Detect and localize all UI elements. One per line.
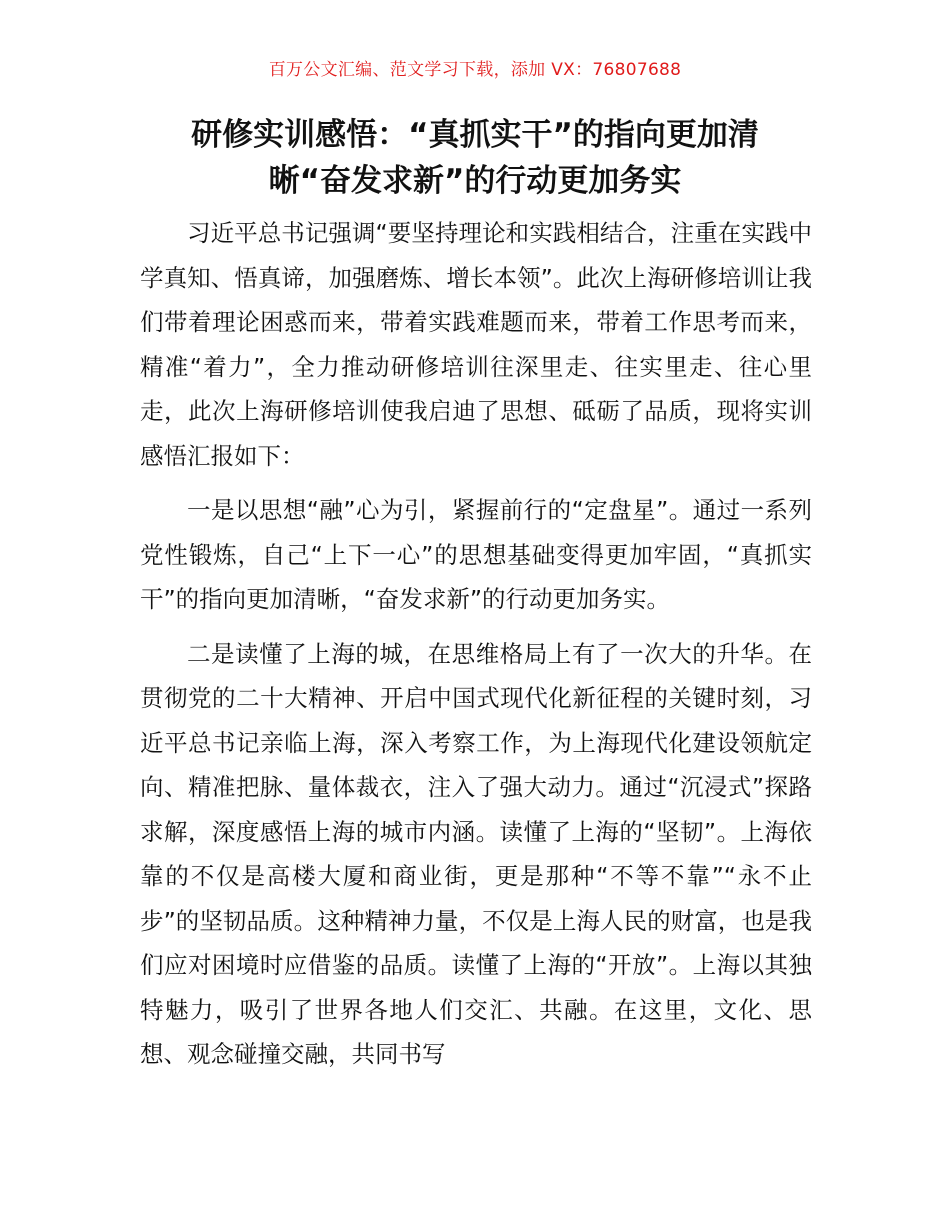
document-title xyxy=(140,112,810,204)
paragraph-point-two: 二是读懂了上海的城，在思维格局上有了一次大的升华。在贯彻党的二十大精神、开启中国式现代化新征程的关键时刻，习近平总书记亲临上海，深入考察工作，为上海现代化建设领航定向、精准把脉、量体裁衣，注入了强大动力。通过“沉浸式”探路求解，深度感悟上海的城市内涵。读懂了上海的“坚韧”。上海依靠的不仅是高楼大厦和商业街，更是那种“不等不靠”“永不止步”的坚韧品质。这种精神力量，不仅是上海人民的财富，也是我们应对困境时应借鉴的品质。读懂了上海的“开放”。上海以其独特魅力，吸引了世界各地人们交汇、共融。在这里，文化、思想、观念碰撞交融，共同书写 xyxy=(140,639,812,1068)
document-body xyxy=(140,211,812,1077)
watermark-header: 百万公文汇编、范文学习下载，添加 VX：76807688 xyxy=(268,60,682,80)
title-line-2: 晰“奋发求新”的行动更加务实 xyxy=(268,163,682,199)
paragraph-point-one: 一是以思想“融”心为引，紧握前行的“定盘星”。通过一系列党性锻炼，自己“上下一心”的思想基础变得更加牢固，“真抓实干”的指向更加清晰，“奋发求新”的行动更加务实。 xyxy=(140,496,812,613)
title-line-1: 研修实训感悟：“真抓实干”的指向更加清 xyxy=(191,117,759,153)
paragraph-intro: 习近平总书记强调“要坚持理论和实践相结合，注重在实践中学真知、悟真谛，加强磨炼、增长本领”。此次上海研修培训让我们带着理论困惑而来，带着实践难题而来，带着工作思考而来，精准“着力”，全力推动研修培训往深里走、往实里走、往心里走，此次上海研修培训使我启迪了思想、砥砺了品质，现将实训感悟汇报如下： xyxy=(140,219,812,470)
